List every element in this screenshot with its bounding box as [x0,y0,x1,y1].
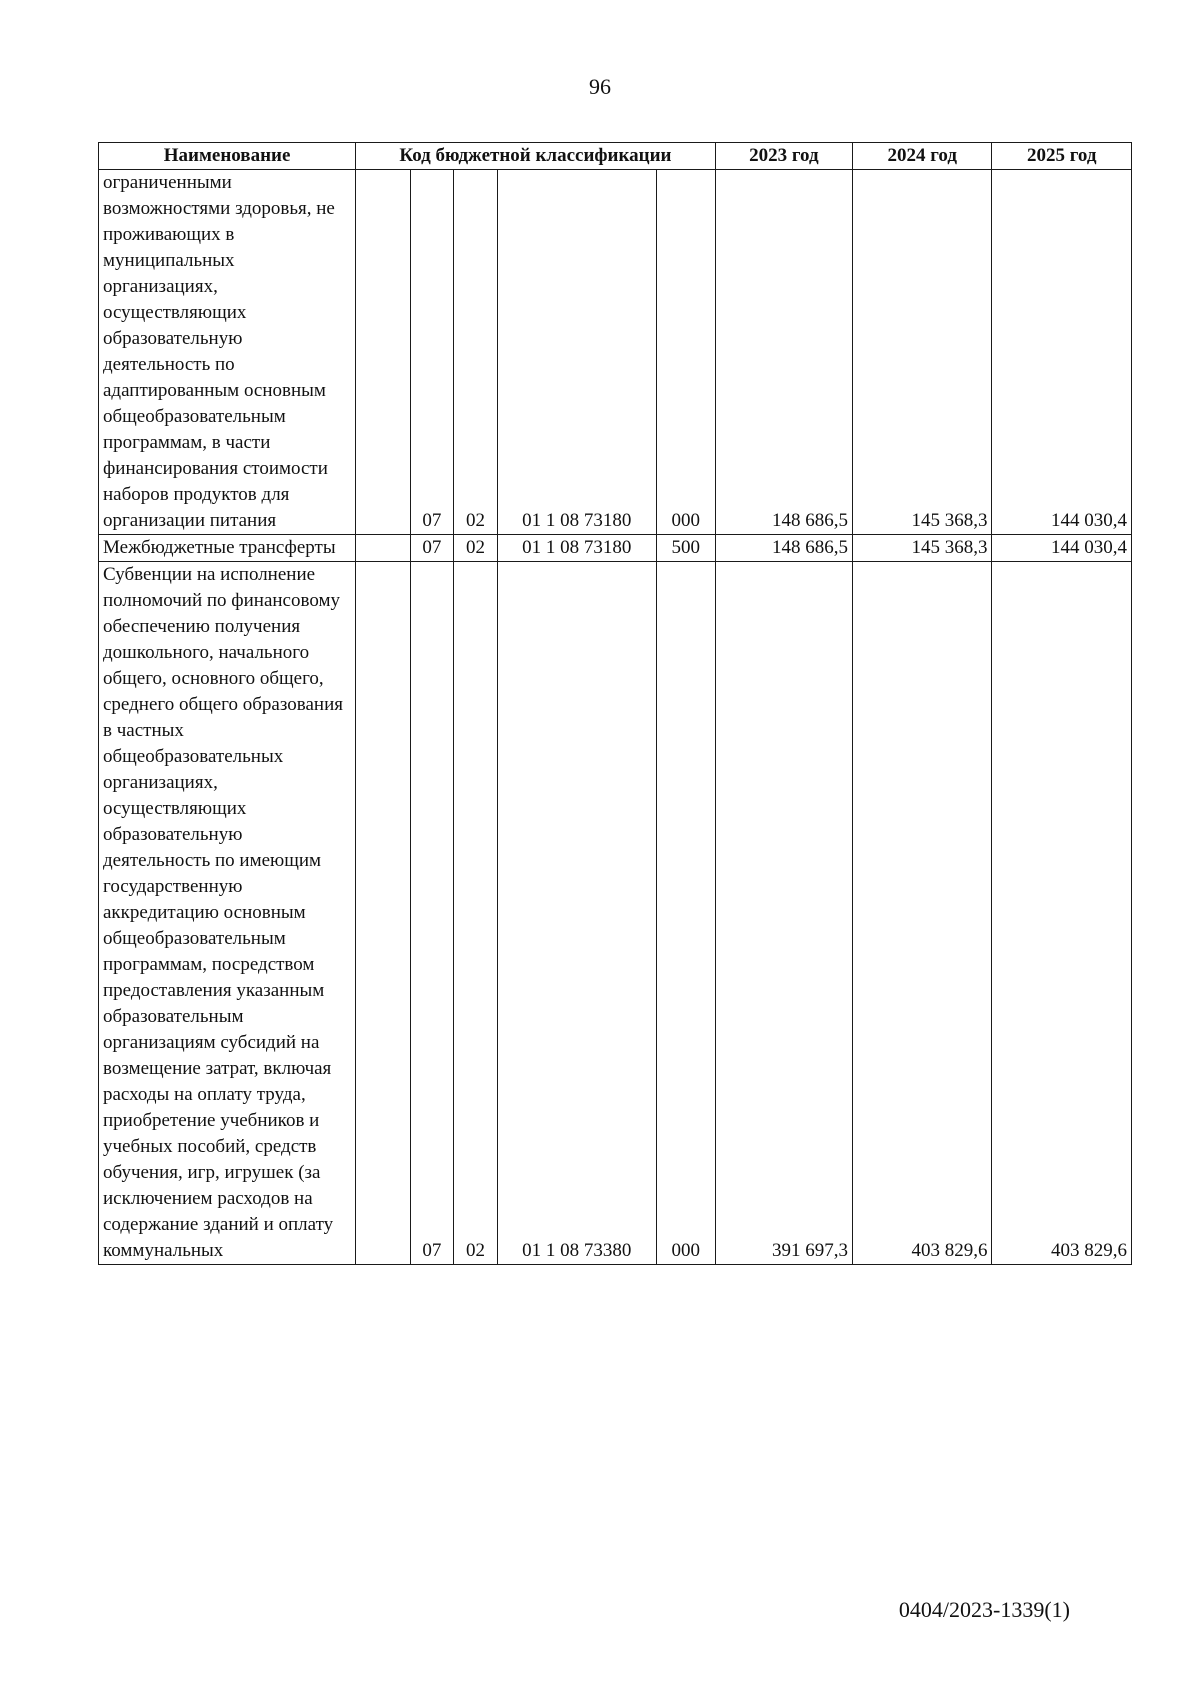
table-row [99,535,1132,562]
header-2024: 2024 год [853,143,992,170]
row-2024: 403 829,6 [853,562,992,1265]
row-target: 01 1 08 73180 [497,535,656,562]
header-2025: 2025 год [992,143,1132,170]
row-blank [356,562,410,1265]
row-2023: 148 686,5 [715,170,852,535]
row-2023: 391 697,3 [715,562,852,1265]
document-code: 0404/2023-1339(1) [898,1597,1070,1622]
row-2024: 145 368,3 [853,170,992,535]
page-number: 96 [589,74,611,99]
row-2025: 403 829,6 [992,562,1132,1265]
header-code: Код бюджетной классификации [356,143,716,170]
row-2024: 145 368,3 [853,535,992,562]
row-name: ограниченными возможностями здоровья, не проживающих в муниципальных организациях, осуществляющих образовательную деятельность по адаптированным основным общеобразовательным программам, в части финансирования стоимости наборов продуктов для организации питания [99,170,356,535]
row-2023: 148 686,5 [715,535,852,562]
row-name: Межбюджетные трансферты [99,535,356,562]
row-blank [356,170,410,535]
row-expense: 000 [656,170,715,535]
row-section: 07 [410,562,454,1265]
header-name: Наименование [99,143,356,170]
budget-table [98,142,1132,1265]
table-row [99,170,1132,535]
table-header-row [99,143,1132,170]
row-target: 01 1 08 73180 [497,170,656,535]
row-2025: 144 030,4 [992,535,1132,562]
row-subsection: 02 [454,170,498,535]
table-row [99,562,1132,1265]
row-name: Субвенции на исполнение полномочий по финансовому обеспечению получения дошкольного, начального общего, основного общего, среднего общего образования в частных общеобразовательных организациях, осуществляющих образовательную деятельность по имеющим государственную аккредитацию основным общеобразовательным программам, посредством предоставления указанным образовательным организациям субсидий на возмещение затрат, включая расходы на оплату труда, приобретение учебников и учебных пособий, средств обучения, игр, игрушек (за исключением расходов на содержание зданий и оплату коммунальных [99,562,356,1265]
header-2023: 2023 год [715,143,852,170]
row-section: 07 [410,170,454,535]
row-2025: 144 030,4 [992,170,1132,535]
row-subsection: 02 [454,535,498,562]
row-expense: 500 [656,535,715,562]
row-subsection: 02 [454,562,498,1265]
row-expense: 000 [656,562,715,1265]
row-blank [356,535,410,562]
row-section: 07 [410,535,454,562]
row-target: 01 1 08 73380 [497,562,656,1265]
